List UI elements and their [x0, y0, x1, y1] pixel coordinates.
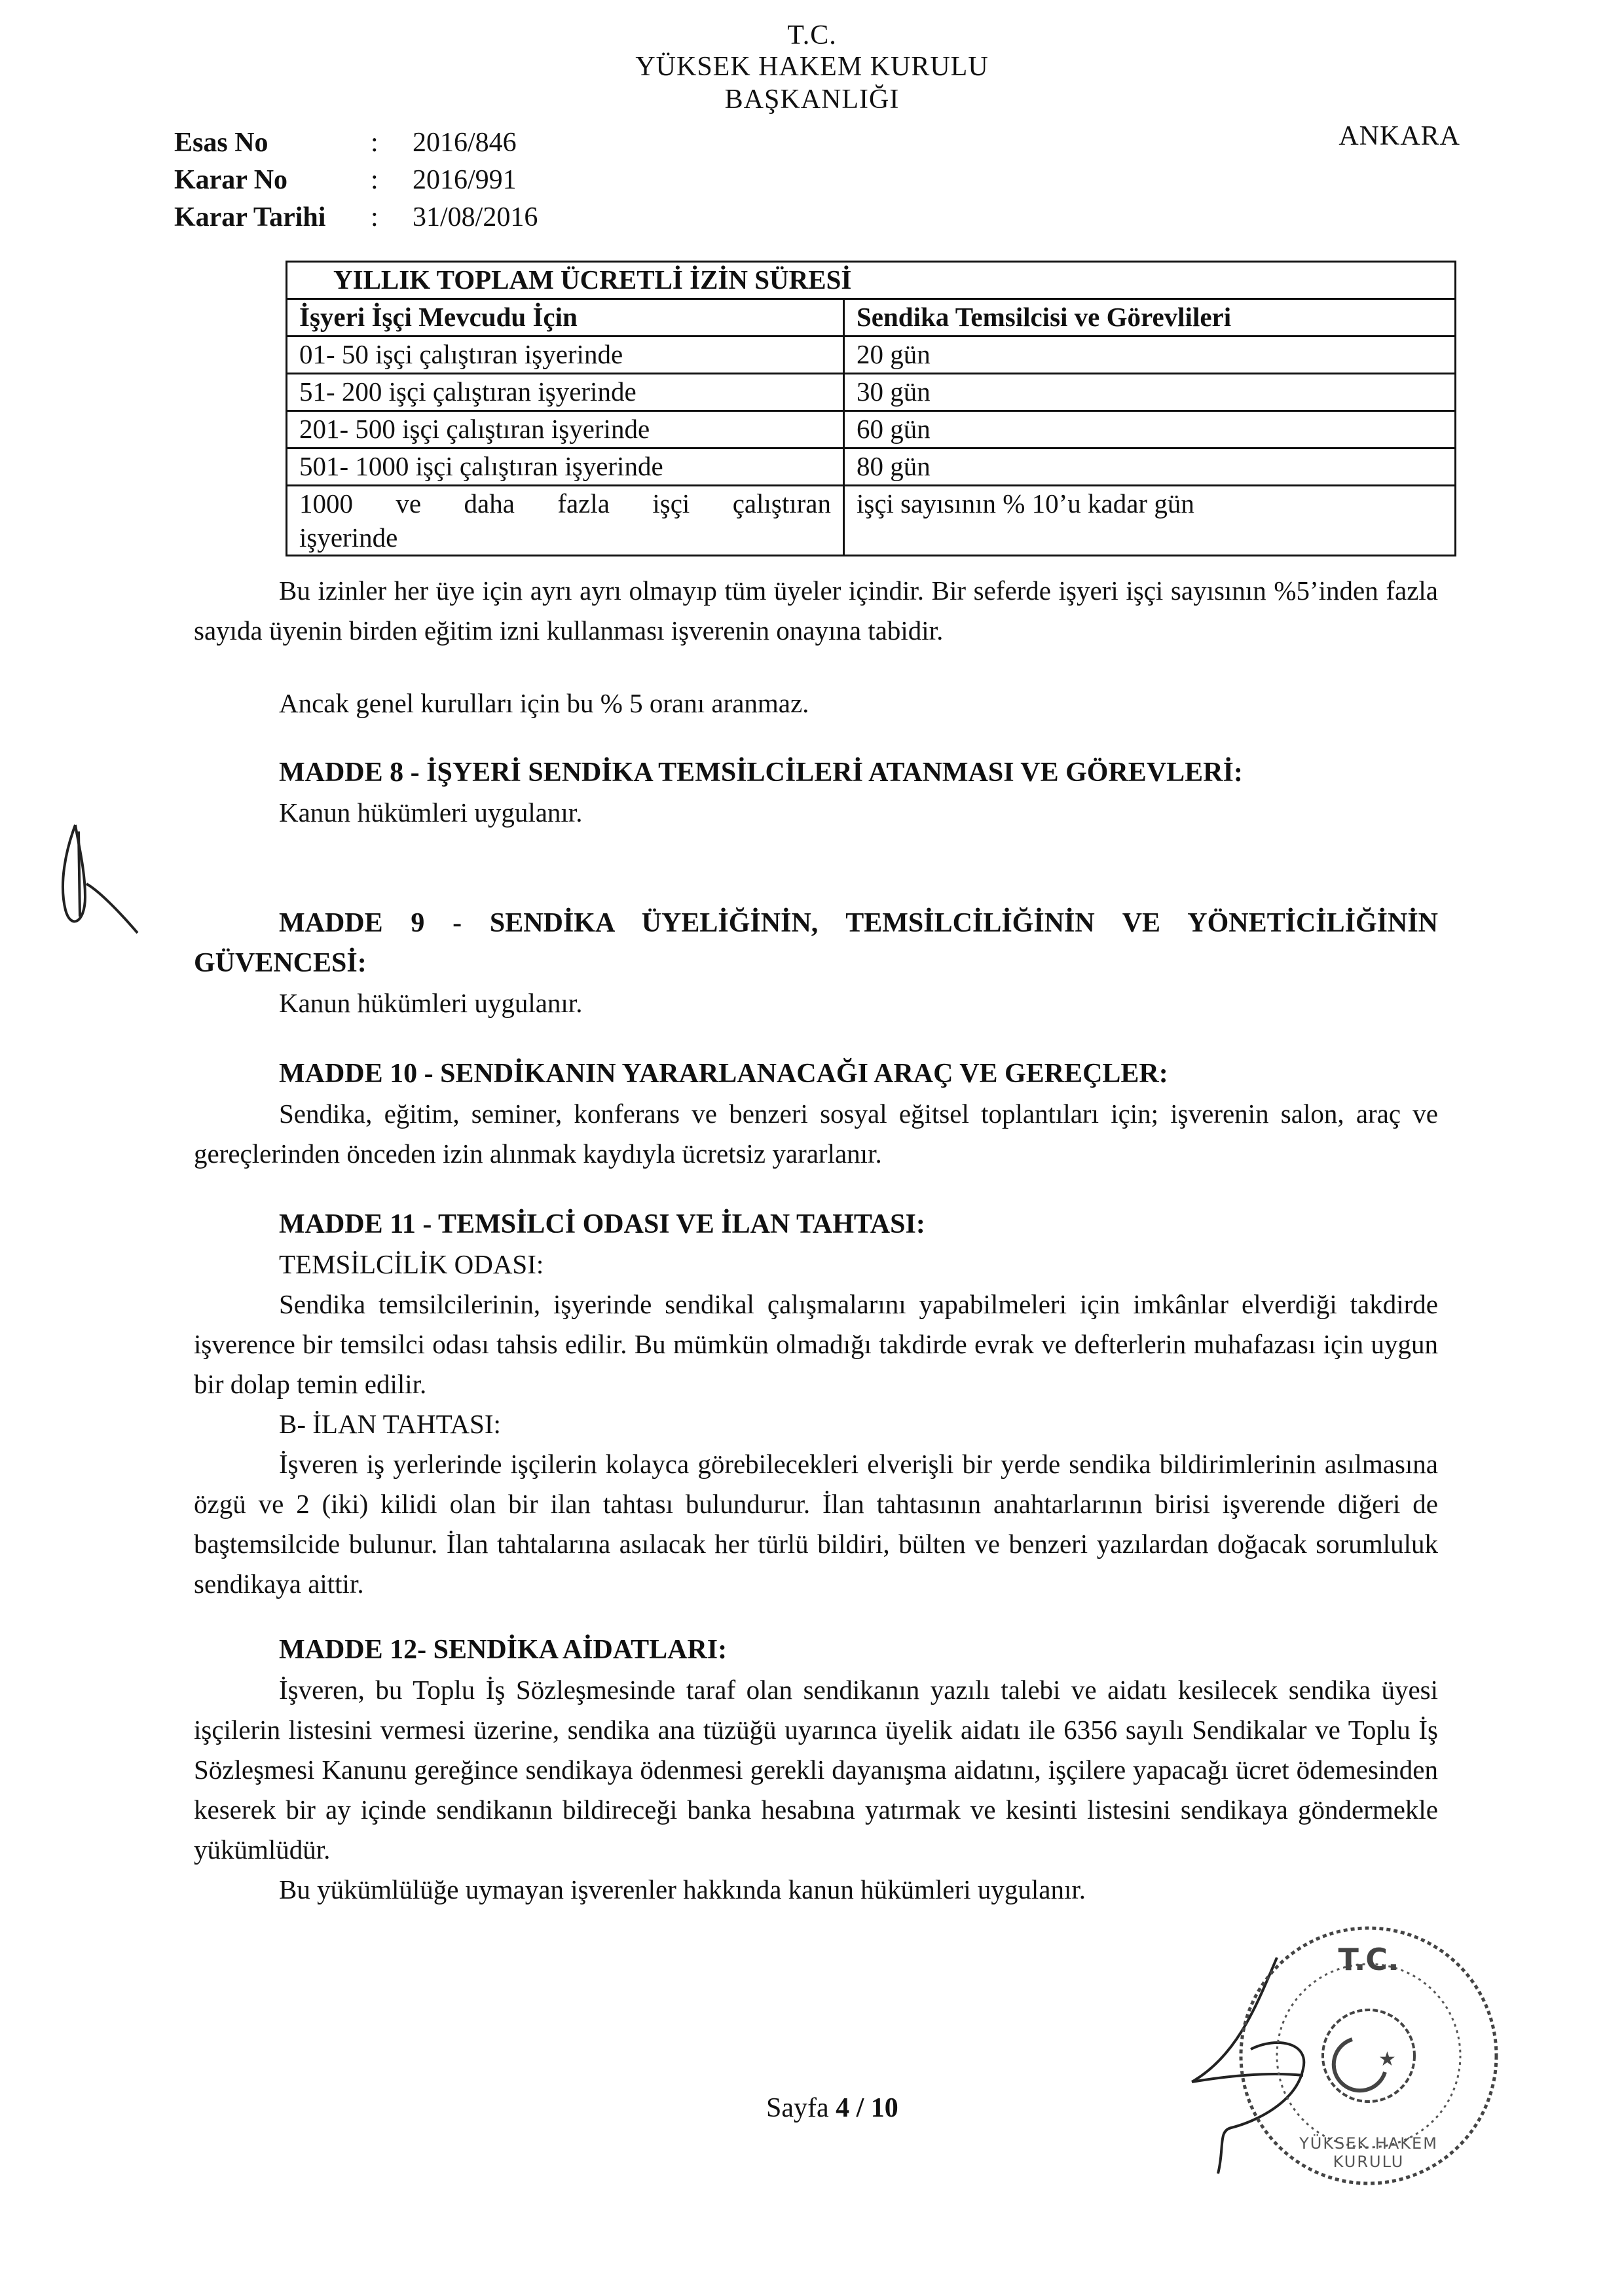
col-header-workforce: İşyeri İşçi Mevcudu İçin — [287, 299, 844, 337]
page-number-value: 4 / 10 — [836, 2093, 898, 2123]
table-cell-days: 80 gün — [844, 448, 1456, 486]
karar-value: 2016/991 — [413, 165, 517, 195]
after-table-text-1: Bu izinler her üye için ayrı ayrı olmayıp tüm üyeler içindir. Bir seferde işyeri işçi sayısının %5’inden fazla sayıda üyenin birden eğitim izni kullanması işverenin onayına tabidir. — [194, 575, 1438, 646]
header-city: ANKARA — [1338, 121, 1460, 151]
tarih-row — [174, 199, 764, 236]
madde-11-section — [194, 1205, 1438, 1604]
col-header-representatives: Sendika Temsilcisi ve Görevlileri — [844, 299, 1456, 337]
esas-row — [174, 124, 764, 162]
header-line-institution: YÜKSEK HAKEM KURULU — [635, 52, 989, 82]
meta-block — [174, 124, 764, 236]
after-table-paragraph-1 — [194, 571, 1438, 651]
stamp-top-text: T.C. — [1338, 1942, 1399, 1977]
table-cell-days: 60 gün — [844, 411, 1456, 448]
table-cell-range-line2: işyerinde — [299, 522, 398, 553]
table-caption: YILLIK TOPLAM ÜCRETLİ İZİN SÜRESİ — [287, 262, 1456, 299]
table-cell-range-line1: 1000 ve daha fazla işçi çalıştıran — [299, 488, 831, 519]
madde-11-subheading-a: TEMSİLCİLİK ODASI: — [279, 1249, 544, 1279]
margin-signature — [39, 812, 170, 956]
after-table-paragraph-2 — [279, 683, 1392, 723]
after-table-text-2: Ancak genel kurulları için bu % 5 oranı aranmaz. — [279, 688, 809, 718]
madde-10-body: Sendika, eğitim, seminer, konferans ve benzeri sosyal eğitsel toplantıları için; işverenin salon, araç ve gereçlerinden önceden izin alınmak kaydıyla ücretsiz yararlanır. — [194, 1099, 1438, 1169]
madde-11-subheading-b: B- İLAN TAHTASI: — [279, 1409, 501, 1439]
header-line-presidency: BAŞKANLIĞI — [724, 84, 900, 115]
page-number-prefix: Sayfa — [766, 2093, 829, 2123]
table-cell-range: 01- 50 işçi çalıştıran işyerinde — [287, 337, 844, 374]
tarih-value: 31/08/2016 — [413, 202, 538, 232]
table-header-row — [287, 299, 1456, 337]
madde-12-heading: MADDE 12- SENDİKA AİDATLARI: — [279, 1635, 728, 1665]
madde-9-body: Kanun hükümleri uygulanır. — [279, 988, 583, 1018]
karar-colon: : — [371, 165, 378, 195]
table-row — [287, 448, 1456, 486]
madde-8-section — [194, 753, 1438, 833]
table-row — [287, 374, 1456, 411]
page-number — [766, 2092, 898, 2124]
madde-9-section — [194, 903, 1438, 1023]
table-cell-range — [287, 486, 844, 556]
madde-12-body-1: İşveren, bu Toplu İş Sözleşmesinde taraf olan sendikanın yazılı talebi ve aidatı kesilecek sendika üyesi işçilerin listesini vermesi üzerine, sendika ana tüzüğü uyarınca üyelik aidatı ile 6356 sayılı Sendikalar ve Toplu İş Sözleşmesi Kanunu gereğince sendikaya ödenmesi gerekli dayanışma aidatını, işçilere yapacağı ücret ödemesinden keserek bir ay içinde sendikanın bildireceği banka hesabına yatırmak ve kesinti listesini sendikaya göndermekle yükümlüdür. — [194, 1675, 1438, 1865]
madde-11-body-a: Sendika temsilcilerinin, işyerinde sendikal çalışmalarını yapabilmeleri için imkânlar elverdiği takdirde işverence bir temsilci odası tahsis edilir. Bu mümkün olmadığı takdirde evrak ve defterlerin muhafazası için uygun bir dolap temin edilir. — [194, 1289, 1438, 1399]
esas-colon: : — [371, 128, 378, 158]
header-line-tc: T.C. — [787, 20, 837, 50]
stamp-ring-text: YÜKSEK HAKEM KURULU — [1299, 2134, 1438, 2171]
madde-10-heading: MADDE 10 - SENDİKANIN YARARLANACAĞI ARAÇ VE GEREÇLER: — [279, 1059, 1168, 1089]
table-cell-days: 20 gün — [844, 337, 1456, 374]
esas-value: 2016/846 — [413, 128, 517, 158]
table-cell-range: 501- 1000 işçi çalıştıran işyerinde — [287, 448, 844, 486]
leave-table-wrapper — [286, 261, 1456, 556]
esas-label: Esas No — [174, 128, 268, 158]
table-row — [287, 486, 1456, 556]
madde-8-body: Kanun hükümleri uygulanır. — [279, 797, 583, 828]
karar-row — [174, 162, 764, 199]
table-cell-range: 201- 500 işçi çalıştıran işyerinde — [287, 411, 844, 448]
tarih-label: Karar Tarihi — [174, 202, 326, 232]
table-row — [287, 337, 1456, 374]
official-stamp — [1231, 1918, 1506, 2193]
madde-10-section — [194, 1054, 1438, 1174]
karar-label: Karar No — [174, 165, 288, 195]
madde-11-body-b: İşveren iş yerlerinde işçilerin kolayca görebilecekleri elverişli bir yerde sendika bildirimlerinin asılmasına özgü ve 2 (iki) kilidi olan bir ilan tahtası bulundurur. İlan tahtasının anahtarlarının birisi işverende diğeri de baştemsilcide bulunur. İlan tahtalarına asılacak her türlü bildiri, bülten ve benzeri yazılardan doğacak sorumluluk sendikaya aittir. — [194, 1449, 1438, 1599]
madde-9-heading: MADDE 9 - SENDİKA ÜYELİĞİNİN, TEMSİLCİLİĞİNİN VE YÖNETİCİLİĞİNİN GÜVENCESİ: — [194, 908, 1438, 978]
madde-12-section — [194, 1630, 1438, 1910]
table-row — [287, 411, 1456, 448]
madde-8-heading: MADDE 8 - İŞYERİ SENDİKA TEMSİLCİLERİ ATANMASI VE GÖREVLERİ: — [279, 757, 1243, 788]
table-caption-row — [287, 262, 1456, 299]
table-cell-range: 51- 200 işçi çalıştıran işyerinde — [287, 374, 844, 411]
madde-12-body-2: Bu yükümlülüğe uymayan işverenler hakkında kanun hükümleri uygulanır. — [279, 1874, 1086, 1904]
table-cell-days: işçi sayısının % 10’u kadar gün — [844, 486, 1456, 556]
svg-text:★: ★ — [1378, 2048, 1396, 2071]
table-cell-days: 30 gün — [844, 374, 1456, 411]
madde-11-heading: MADDE 11 - TEMSİLCİ ODASI VE İLAN TAHTASI: — [279, 1209, 925, 1239]
leave-table — [286, 261, 1456, 556]
tarih-colon: : — [371, 202, 378, 232]
